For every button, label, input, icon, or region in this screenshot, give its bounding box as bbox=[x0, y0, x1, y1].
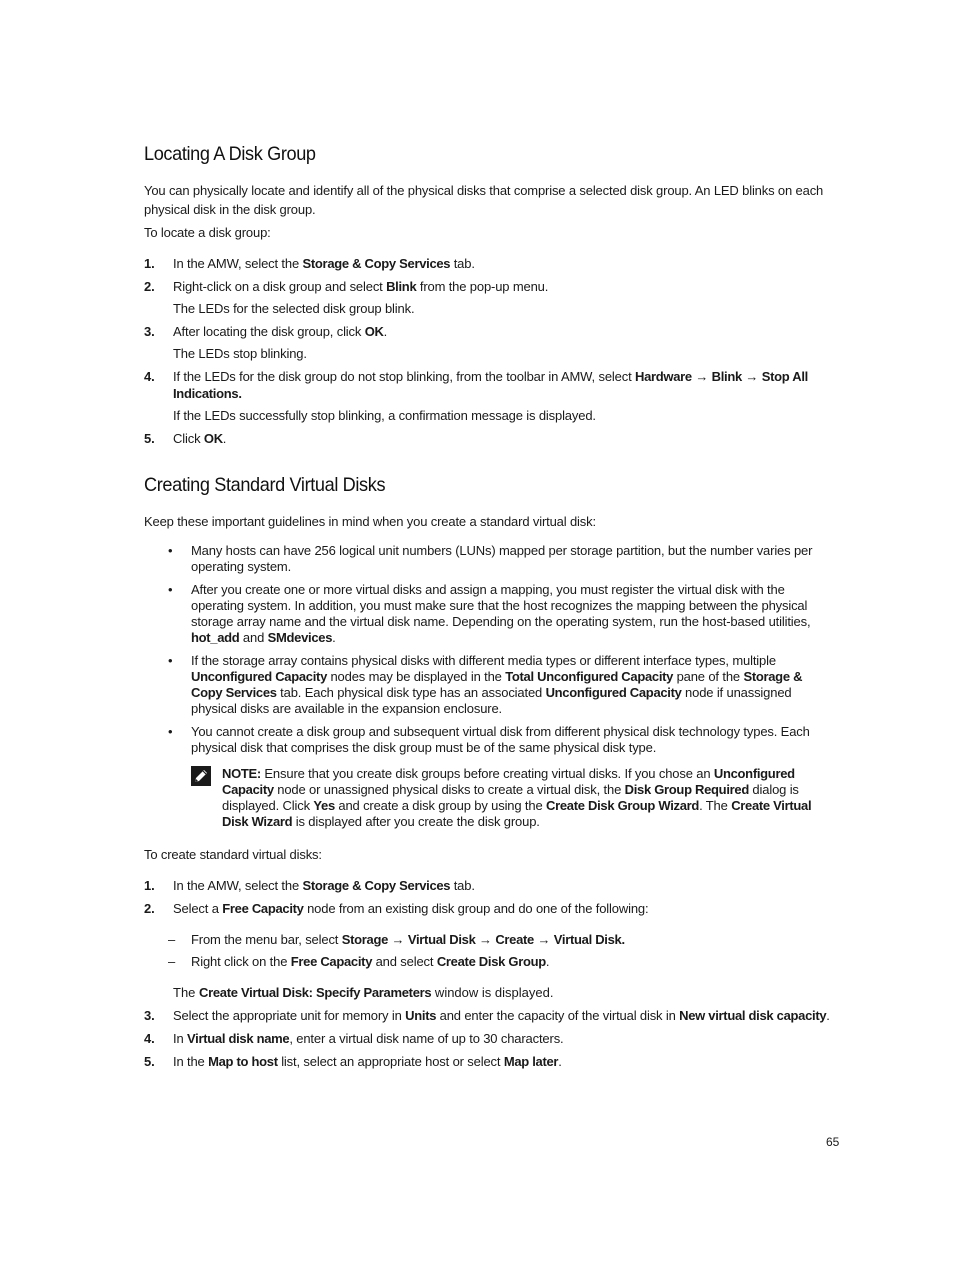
bullet: • bbox=[168, 582, 173, 597]
list-item: • You cannot create a disk group and subsequent virtual disk from different physical disk technology types. Each physical disk that comprises the disk group must be of the same physical disk type. bbox=[168, 724, 810, 755]
step-result: If the LEDs successfully stop blinking, a confirmation message is displayed. bbox=[173, 408, 596, 423]
section-heading-creating-standard-virtual-disks: Creating Standard Virtual Disks bbox=[144, 474, 386, 496]
list-item: – Right click on the Free Capacity and select Create Disk Group. bbox=[168, 954, 550, 969]
note-pencil-icon bbox=[191, 766, 211, 786]
dash-marker: – bbox=[168, 932, 176, 947]
list-item: 1. In the AMW, select the Storage & Copy Services tab. bbox=[144, 878, 475, 893]
section-intro: You can physically locate and identify all of the physical disks that comprise a selected disk group. An LED blinks on each physical disk in the disk group. bbox=[144, 183, 824, 217]
guidelines-list bbox=[144, 543, 832, 756]
section-heading-locating-disk-group: Locating A Disk Group bbox=[144, 143, 316, 165]
list-item: • If the storage array contains physical disks with different media types or different interface types, multiple Unconfigured Capacity nodes may be displayed in the Total Unconfigured Capacity pane of the Storage & Copy Services tab. Each physical disk type has an associated Unconfigured Capacity node if unassigned physical disks are available in the expansion enclosure. bbox=[168, 653, 803, 716]
locate-steps-list bbox=[144, 255, 832, 447]
bullet: • bbox=[168, 653, 173, 668]
bullet: • bbox=[168, 543, 173, 558]
page-content bbox=[144, 142, 832, 1070]
list-item: 4. If the LEDs for the disk group do not stop blinking, from the toolbar in AMW, select Hardware → Blink → Stop All Indications. If the LEDs successfully stop blinking, a confirmation message is displayed. bbox=[144, 368, 832, 424]
list-item: 1. In the AMW, select the Storage & Copy Services tab. bbox=[144, 256, 475, 271]
list-item: 5. In the Map to host list, select an appropriate host or select Map later. bbox=[144, 1054, 562, 1069]
dash-marker: – bbox=[168, 954, 176, 969]
list-item: 2. Select a Free Capacity node from an existing disk group and do one of the following: bbox=[144, 901, 649, 916]
options-list bbox=[144, 931, 832, 970]
procedure-lead: To locate a disk group: bbox=[144, 225, 271, 240]
section-intro: Keep these important guidelines in mind when you create a standard virtual disk: bbox=[144, 514, 596, 529]
list-item: 4. In Virtual disk name, enter a virtual disk name of up to 30 characters. bbox=[144, 1031, 564, 1046]
create-steps-list bbox=[144, 877, 832, 917]
list-item: 5. Click OK. bbox=[144, 431, 227, 446]
page-number: 65 bbox=[826, 1135, 840, 1149]
list-item: • After you create one or more virtual disks and assign a mapping, you must register the virtual disk with the operating system. In addition, you must make sure that the host recognizes the mapping between the physical storage array name and the virtual disk name. Depending on the operating system, run the host-based utilities, hot_add and SMdevices. bbox=[168, 582, 811, 645]
window-displayed-note: The Create Virtual Disk: Specify Parameters window is displayed. bbox=[173, 985, 554, 1000]
list-item: 3. After locating the disk group, click OK. The LEDs stop blinking. bbox=[144, 323, 832, 362]
step-result: The LEDs for the selected disk group blink. bbox=[173, 301, 415, 316]
list-item: 2. Right-click on a disk group and select Blink from the pop-up menu. The LEDs for the selected disk group blink. bbox=[144, 278, 832, 317]
create-steps-list-continued bbox=[144, 1007, 832, 1070]
step-result: The LEDs stop blinking. bbox=[173, 346, 307, 361]
note-box: NOTE: Ensure that you create disk groups before creating virtual disks. If you chose an Unconfigured Capacity node or unassigned physical disks to create a virtual disk, the Disk Group Required dialog is displayed. Click Yes and create a disk group by using the Create Disk Group Wizard. The Create Virtual Disk Wizard is displayed after you create the disk group. bbox=[191, 766, 832, 830]
list-item: • Many hosts can have 256 logical unit numbers (LUNs) mapped per storage partition, but the number varies per operating system. bbox=[168, 543, 813, 574]
bullet: • bbox=[168, 724, 173, 739]
list-item: 3. Select the appropriate unit for memory in Units and enter the capacity of the virtual disk in New virtual disk capacity. bbox=[144, 1008, 830, 1023]
procedure-lead: To create standard virtual disks: bbox=[144, 847, 322, 862]
list-item: – From the menu bar, select Storage → Virtual Disk → Create → Virtual Disk. bbox=[168, 932, 625, 947]
